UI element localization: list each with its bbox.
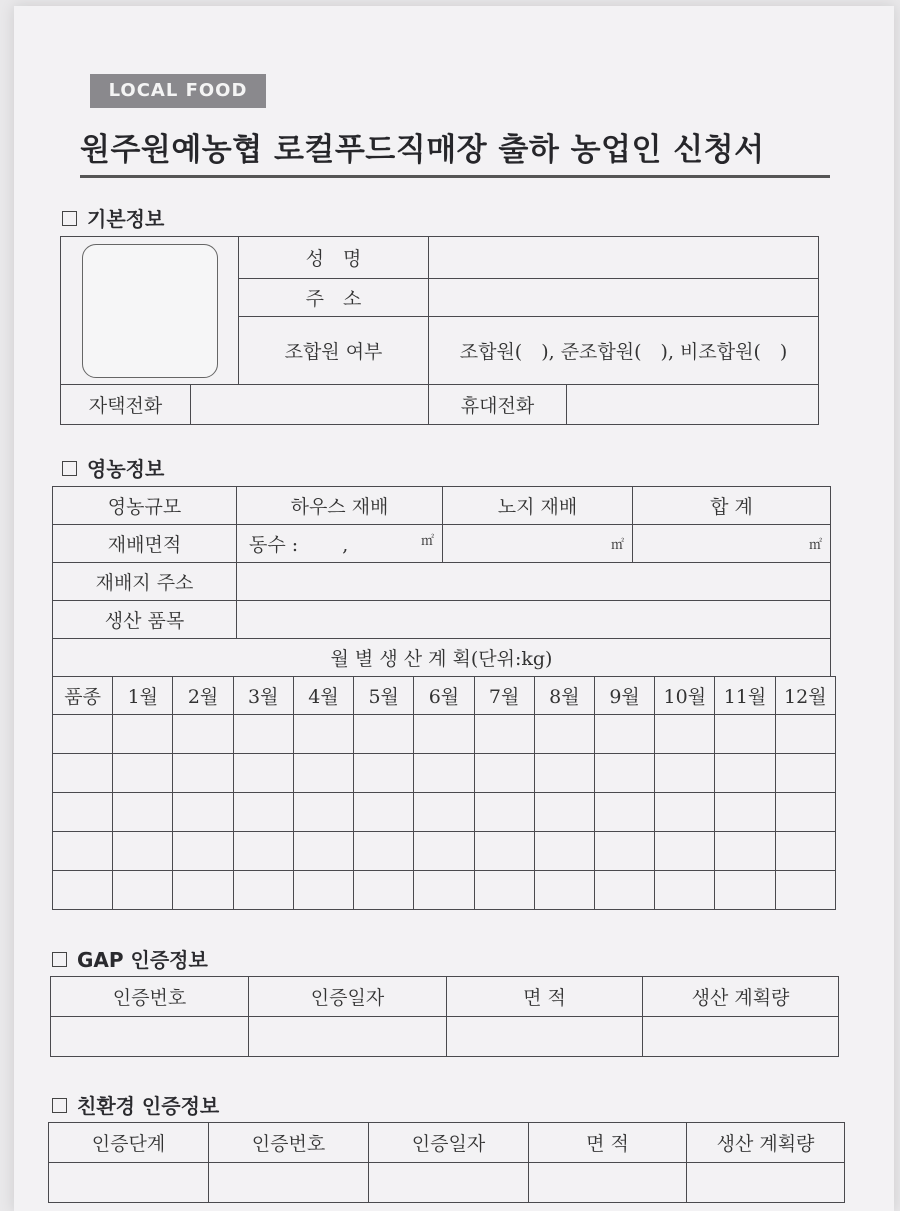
checkbox-icon [62,461,77,476]
plot-address-field[interactable] [237,563,831,601]
plan-cell[interactable] [53,793,113,832]
plan-cell[interactable] [474,793,534,832]
photo-cell[interactable] [61,237,239,385]
plan-cell[interactable] [414,832,474,871]
plan-cell[interactable] [113,715,173,754]
month-header: 9월 [594,677,654,715]
plan-cell[interactable] [534,793,594,832]
plan-cell[interactable] [233,715,293,754]
plan-cell[interactable] [594,715,654,754]
mobile-label: 휴대전화 [429,385,567,425]
table-row [49,1163,845,1203]
month-header: 6월 [414,677,474,715]
scale-label: 영농규모 [53,487,237,525]
plan-cell[interactable] [594,832,654,871]
gap-cell[interactable] [51,1017,249,1057]
plan-cell[interactable] [534,832,594,871]
section-eco-info [52,1090,219,1119]
month-header: 12월 [775,677,835,715]
address-field[interactable] [429,279,819,317]
plan-cell[interactable] [775,793,835,832]
gap-table [50,976,839,1057]
gap-header: 인증일자 [249,977,447,1017]
plan-cell[interactable] [655,754,715,793]
eco-cell[interactable] [369,1163,529,1203]
monthly-plan-title: 월 별 생 산 계 획(단위:kg) [53,639,831,677]
plan-cell[interactable] [775,832,835,871]
plan-cell[interactable] [113,754,173,793]
name-field[interactable] [429,237,819,279]
plan-cell[interactable] [293,832,353,871]
section-gap-info [52,944,208,973]
area-label: 재배면적 [53,525,237,563]
checkbox-icon [52,1098,67,1113]
table-row [53,832,836,871]
plan-cell[interactable] [354,715,414,754]
house-count-text: 동수 : , [249,534,349,556]
plan-cell[interactable] [474,871,534,910]
plan-cell[interactable] [414,871,474,910]
unit-sqm: ㎡ [610,538,624,553]
eco-cell[interactable] [49,1163,209,1203]
plan-cell[interactable] [775,871,835,910]
plan-cell[interactable] [715,754,775,793]
plan-cell[interactable] [173,754,233,793]
month-header: 8월 [534,677,594,715]
plan-cell[interactable] [775,715,835,754]
gap-cell[interactable] [643,1017,839,1057]
month-header: 1월 [113,677,173,715]
checkbox-icon [52,952,67,967]
house-header: 하우스 재배 [237,487,443,525]
name-label: 성 명 [239,237,429,279]
house-area-field[interactable] [237,525,443,563]
plot-address-label: 재배지 주소 [53,563,237,601]
mobile-field[interactable] [567,385,819,425]
home-phone-field[interactable] [191,385,429,425]
gap-cell[interactable] [249,1017,447,1057]
plan-cell[interactable] [293,793,353,832]
plan-cell[interactable] [655,793,715,832]
unit-sqm: ㎡ [420,534,434,549]
member-label: 조합원 여부 [239,317,429,385]
month-header: 5월 [354,677,414,715]
plan-cell[interactable] [534,754,594,793]
plan-cell[interactable] [594,754,654,793]
products-label: 생산 품목 [53,601,237,639]
eco-cell[interactable] [209,1163,369,1203]
plan-cell[interactable] [715,793,775,832]
plan-cell[interactable] [233,793,293,832]
plan-cell[interactable] [354,754,414,793]
field-area-field[interactable] [443,525,633,563]
plan-cell[interactable] [715,715,775,754]
plan-cell[interactable] [715,871,775,910]
home-phone-label: 자택전화 [61,385,191,425]
plan-cell[interactable] [173,715,233,754]
gap-header: 면 적 [447,977,643,1017]
plan-cell[interactable] [113,832,173,871]
checkbox-icon [62,211,77,226]
plan-cell[interactable] [53,715,113,754]
basic-info-table [60,236,819,425]
products-field[interactable] [237,601,831,639]
plan-cell[interactable] [354,832,414,871]
plan-cell[interactable] [173,793,233,832]
local-food-badge: LOCAL FOOD [90,74,266,108]
plan-cell[interactable] [474,832,534,871]
plan-cell[interactable] [293,715,353,754]
plan-cell[interactable] [173,832,233,871]
photo-placeholder[interactable] [82,244,218,378]
plan-cell[interactable] [594,793,654,832]
plan-cell[interactable] [655,832,715,871]
plan-cell[interactable] [354,793,414,832]
plan-cell[interactable] [233,754,293,793]
eco-header: 인증번호 [209,1123,369,1163]
month-header: 3월 [233,677,293,715]
table-row [51,1017,839,1057]
monthly-plan-table [52,676,836,910]
address-label: 주 소 [239,279,429,317]
month-header: 품종 [53,677,113,715]
plan-cell[interactable] [474,715,534,754]
eco-header: 인증단계 [49,1123,209,1163]
table-row [53,871,836,910]
gap-header: 인증번호 [51,977,249,1017]
farming-info-table [52,486,831,677]
section-basic-title: 기본정보 [87,207,165,231]
unit-sqm: ㎡ [808,538,822,553]
plan-cell[interactable] [173,871,233,910]
month-header: 7월 [474,677,534,715]
eco-cell[interactable] [687,1163,845,1203]
plan-cell[interactable] [414,793,474,832]
month-header: 11월 [715,677,775,715]
plan-cell[interactable] [354,871,414,910]
month-header: 10월 [655,677,715,715]
section-basic-info [62,203,164,232]
gap-header: 생산 계획량 [643,977,839,1017]
section-eco-title: 친환경 인증정보 [77,1094,220,1118]
plan-cell[interactable] [534,871,594,910]
table-row [53,793,836,832]
eco-table [48,1122,845,1203]
section-gap-title: GAP 인증정보 [77,948,208,972]
section-farming-title: 영농정보 [87,457,165,481]
total-header: 합 계 [633,487,831,525]
eco-cell[interactable] [529,1163,687,1203]
month-header: 2월 [173,677,233,715]
member-options[interactable]: 조합원( ), 준조합원( ), 비조합원( ) [429,317,819,385]
total-area-field[interactable] [633,525,831,563]
plan-cell[interactable] [53,754,113,793]
plan-cell[interactable] [534,715,594,754]
plan-cell[interactable] [53,832,113,871]
field-header: 노지 재배 [443,487,633,525]
plan-cell[interactable] [655,871,715,910]
table-row [53,754,836,793]
plan-cell[interactable] [113,793,173,832]
plan-cell[interactable] [233,832,293,871]
plan-cell[interactable] [293,871,353,910]
plan-cell[interactable] [715,832,775,871]
gap-cell[interactable] [447,1017,643,1057]
plan-cell[interactable] [655,715,715,754]
section-farming-info [62,453,164,482]
plan-cell[interactable] [474,754,534,793]
plan-cell[interactable] [233,871,293,910]
eco-header: 면 적 [529,1123,687,1163]
plan-cell[interactable] [414,715,474,754]
eco-header: 생산 계획량 [687,1123,845,1163]
form-title: 원주원예농협 로컬푸드직매장 출하 농업인 신청서 [80,124,830,178]
plan-cell[interactable] [53,871,113,910]
plan-cell[interactable] [594,871,654,910]
eco-header: 인증일자 [369,1123,529,1163]
plan-cell[interactable] [775,754,835,793]
plan-cell[interactable] [113,871,173,910]
plan-cell[interactable] [293,754,353,793]
table-row [53,715,836,754]
plan-cell[interactable] [414,754,474,793]
month-header: 4월 [293,677,353,715]
